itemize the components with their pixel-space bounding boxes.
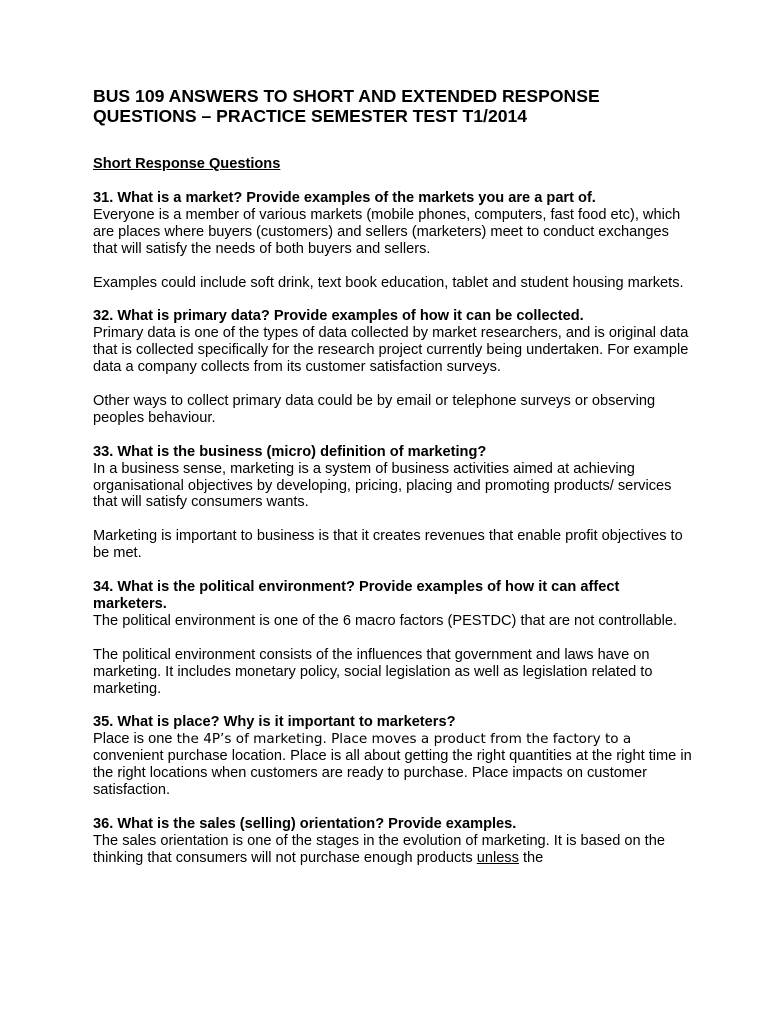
answer-31-para-2: Examples could include soft drink, text book education, tablet and student housing markets. [93, 274, 684, 291]
section-heading: Short Response Questions [93, 156, 281, 172]
document-title-line1: BUS 109 ANSWERS TO SHORT AND EXTENDED RESPONSE [93, 86, 600, 106]
answer-36-rest: the [518, 849, 544, 866]
answer-35-lead: Place is one [93, 731, 177, 748]
question-32: 32. What is primary data? Provide examples of how it can be collected. [93, 308, 584, 325]
document-title-line2: QUESTIONS – PRACTICE SEMESTER TEST T1/2014 [93, 106, 528, 126]
question-block-35 [93, 714, 693, 799]
answer-35-rest: convenient purchase location. Place is all about getting the right quantities at the right time in the right locations when customers are ready to purchase. Place impacts on customer satisfaction. [93, 748, 692, 799]
question-block-32 [93, 308, 693, 426]
question-36: 36. What is the sales (selling) orientation? Provide examples. [93, 815, 517, 832]
answer-35-alt-font-span: the 4P’s of marketing. Place moves a product from the factory to a [176, 731, 632, 748]
document-page [93, 86, 693, 867]
question-33: 33. What is the business (micro) definition of marketing? [93, 443, 487, 460]
answer-36-para-1 [93, 833, 693, 867]
question-block-36 [93, 816, 693, 867]
question-35: 35. What is place? Why is it important to marketers? [93, 714, 456, 731]
question-31: 31. What is a market? Provide examples of the markets you are a part of. [93, 190, 596, 206]
answer-36-underlined-word: unless [476, 849, 519, 866]
question-block-33 [93, 444, 693, 562]
question-34: 34. What is the political environment? Provide examples of how it can affect marketers. [93, 579, 620, 612]
answer-32-para-2: Other ways to collect primary data could be by email or telephone surveys or observing peoples behaviour. [93, 392, 656, 426]
answer-32-para-1: Primary data is one of the types of data collected by market researchers, and is original data that is collected specifically for the research project currently being undertaken. For example data a company collects from its customer satisfaction surveys. [93, 325, 689, 376]
answer-34-para-2: The political environment consists of the influences that government and laws have on marketing. It includes monetary policy, social legislation as well as legislation related to marketing. [93, 646, 653, 697]
question-block-34 [93, 579, 693, 697]
question-block-31 [93, 190, 693, 291]
answer-31-para-1: Everyone is a member of various markets (mobile phones, computers, fast food etc), which are places where buyers (customers) and sellers (marketers) meet to conduct exchanges that will satisfy the needs of both buyers and sellers. [93, 206, 681, 257]
document-title [93, 86, 693, 126]
answer-33-para-1: In a business sense, marketing is a system of business activities aimed at achieving organisational objectives by developing, pricing, placing and promoting products/ services that will satisfy consumers wants. [93, 460, 672, 511]
answer-36-lead: The sales orientation is one of the stages in the evolution of marketing. It is based on the thinking that consumers will not purchase enough products [93, 832, 665, 866]
answer-35-para-1 [93, 731, 693, 799]
answer-33-para-2: Marketing is important to business is that it creates revenues that enable profit objectives to be met. [93, 528, 683, 562]
answer-34-para-1: The political environment is one of the 6 macro factors (PESTDC) that are not controllable. [93, 612, 678, 629]
